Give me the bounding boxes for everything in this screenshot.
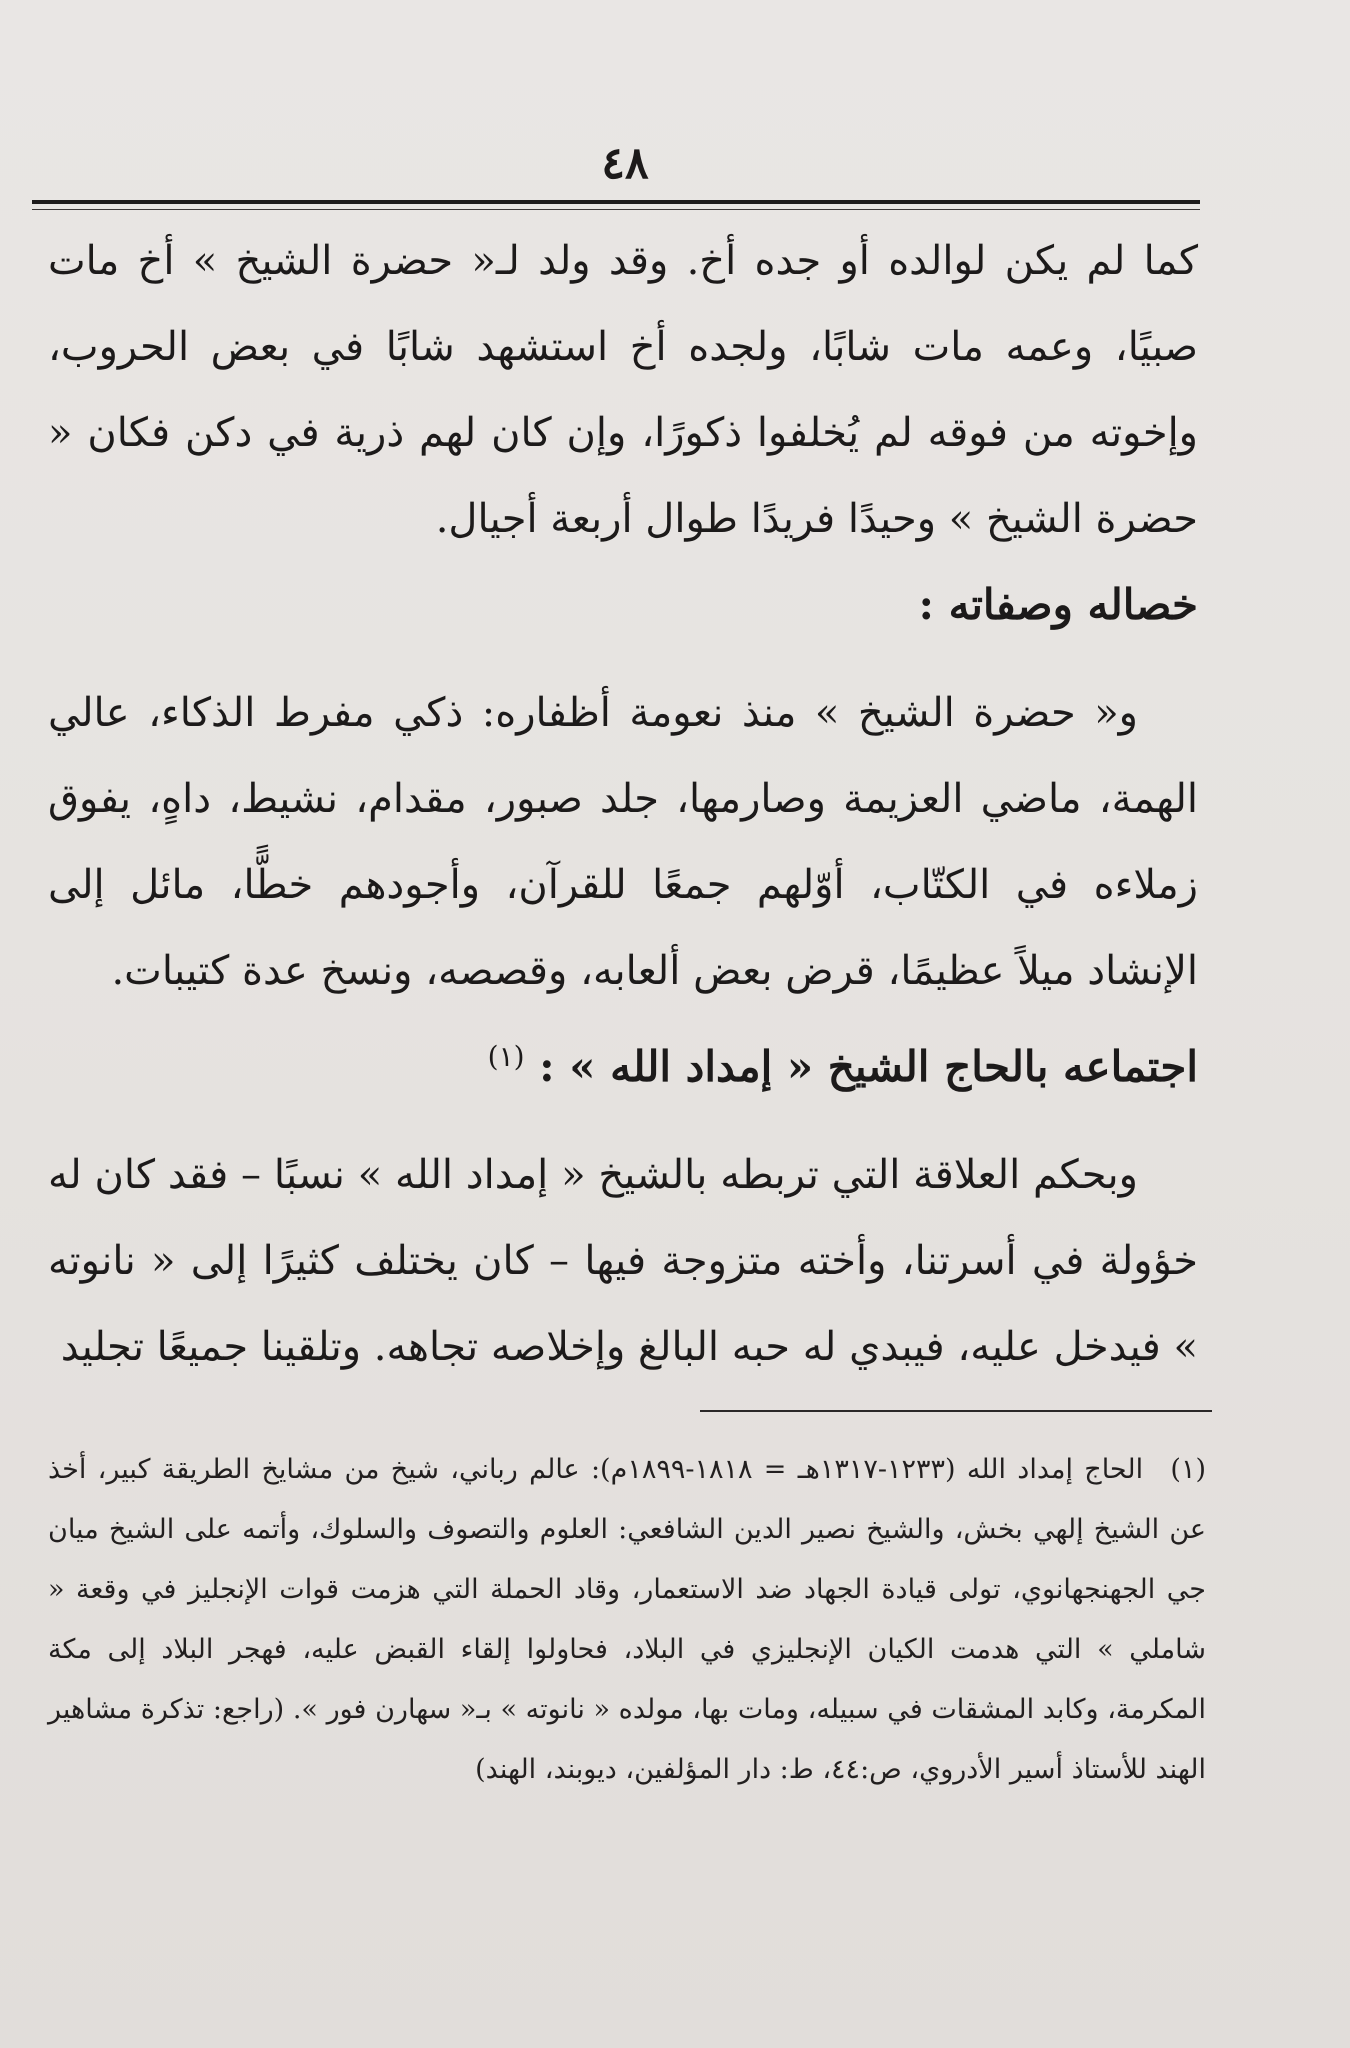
- paragraph-1: كما لم يكن لوالده أو جده أخ. وقد ولد لـ« حضرة الشيخ » أخ مات صبيًا، وعمه مات شابًا، ولجده أخ استشهد شابًا في بعض الحروب، وإخوته من فوقه لم يُخلفوا ذكورًا، وإن كان لهم ذرية في دكن فكان « حضرة الشيخ » وحيدًا فريدًا طوال أربعة أجيال.: [48, 238, 1198, 542]
- footnote-text: الحاج إمداد الله (١٢٣٣-١٣١٧هـ = ١٨١٨-١٨٩٩م): عالم رباني، شيخ من مشايخ الطريقة كبير، أخذ عن الشيخ إلهي بخش، والشيخ نصير الدين الشافعي: العلوم والتصوف والسلوك، وأتمه على الشيخ ميان جي الجهنجهانوي، تولى قيادة الجهاد ضد الاستعمار، وقاد الحملة التي هزمت قوات الإنجليز في وقعة « شاملي » التي هدمت الكيان الإنجليزي في البلاد، فحاولوا إلقاء القبض عليه، فهجر البلاد إلى مكة المكرمة، وكابد المشقات في سبيله، ومات بها، مولده « نانوته » بـ« سهارن فور ». (راجع: تذكرة مشاهير الهند للأستاذ أسير الأدروي، ص:٤٤، ط: دار المؤلفين، ديوبند، الهند): [48, 1454, 1206, 1785]
- page-number: ٤٨: [601, 138, 649, 189]
- paragraph-gap: [48, 648, 1198, 670]
- paragraph-gap: [48, 1110, 1198, 1132]
- header-rule: [32, 200, 1200, 204]
- main-text: [48, 218, 1198, 1390]
- section-heading-traits: خصاله وصفاته :: [918, 580, 1198, 629]
- section-heading-meeting: [48, 1014, 1198, 1110]
- footnote: [48, 1440, 1206, 1800]
- header-rule-thin: [32, 209, 1200, 210]
- section-heading-meeting-text: اجتماعه بالحاج الشيخ « إمداد الله » :: [539, 1042, 1198, 1091]
- paragraph-3: وبحكم العلاقة التي تربطه بالشيخ « إمداد الله » نسبًا – فقد كان له خؤولة في أسرتنا، وأخته متزوجة فيها – كان يختلف كثيرًا إلى « نانوته » فيدخل عليه، فيبدي له حبه البالغ وإخلاصه تجاهه. وتلقينا جميعًا تجليد: [48, 1152, 1198, 1370]
- footnote-number: (١): [1170, 1454, 1206, 1485]
- footnote-rule: [700, 1410, 1212, 1412]
- footnote-reference[interactable]: (١): [487, 1040, 525, 1073]
- paragraph-2: و« حضرة الشيخ » منذ نعومة أظفاره: ذكي مفرط الذكاء، عالي الهمة، ماضي العزيمة وصارمها، جلد صبور، مقدام، نشيط، داهٍ، يفوق زملاءه في الكتّاب، أوّلهم جمعًا للقرآن، وأجودهم خطًّا، مائل إلى الإنشاد ميلاً عظيمًا، قرض بعض ألعابه، وقصصه، ونسخ عدة كتيبات.: [48, 690, 1198, 994]
- footnote-entry: [48, 1440, 1206, 1800]
